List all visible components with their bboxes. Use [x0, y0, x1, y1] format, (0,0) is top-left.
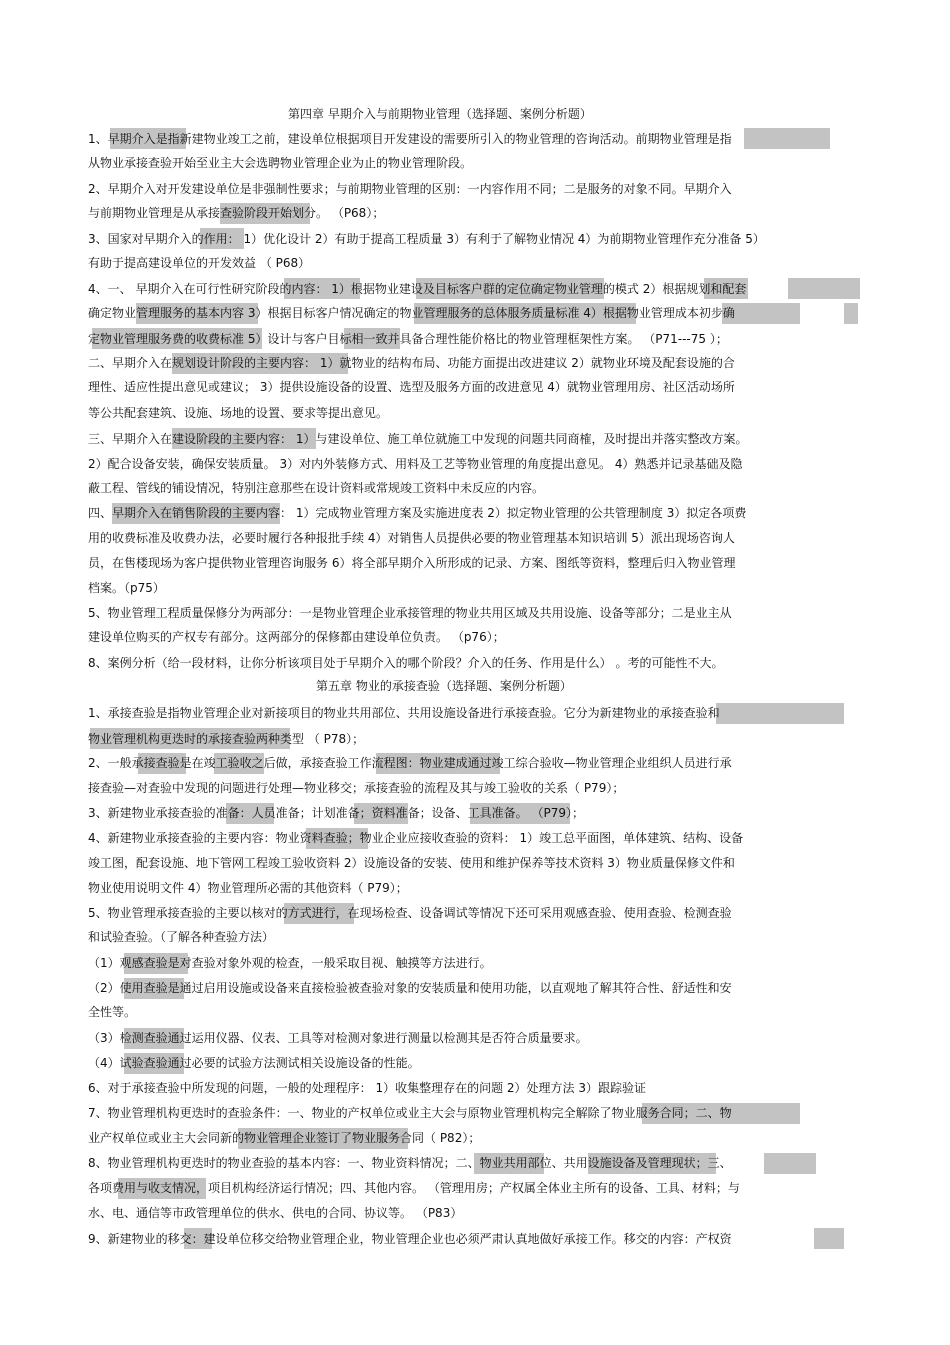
text-line: 三、早期介入在建设阶段的主要内容： 1）与建设单位、施工单位就施工中发现的问题共同商榷，及时提出并落实整改方案。 — [88, 432, 748, 446]
chapter5-title: 第五章 物业的承接查验（选择题、案例分析题） — [316, 679, 572, 693]
text-line: （3）检测查验通过运用仪器、仪表、工具等对检测对象进行测量以检测其是否符合质量要求。 — [88, 1031, 588, 1045]
text-line: 3、国家对早期介入的作用： 1）优化设计 2）有助于提高工程质量 3）有利于了解物业情况 4）为前期物业管理作充分准备 5） — [88, 232, 765, 246]
text-highlight — [788, 278, 860, 299]
text-line: 有助于提高建设单位的开发效益 （ P68） — [88, 256, 311, 270]
text-line: 等公共配套建筑、设施、场地的设置、要求等提出意见。 — [88, 406, 389, 420]
text-line: 蔽工程、管线的铺设情况，特别注意那些在设计资料或常规竣工资料中未反应的内容。 — [88, 481, 545, 495]
text-line: 档案。（p75） — [88, 581, 165, 595]
text-line: 3、新建物业承接查验的准备：人员准备；计划准备；资料准备；设备、工具准备。 （P79）； — [88, 806, 584, 820]
text-line: 与前期物业管理是从承接查验阶段开始划分。 （P68）； — [88, 206, 385, 220]
text-highlight — [716, 703, 844, 724]
text-line: 建设单位购买的产权专有部分。这两部分的保修都由建设单位负责。 （p76）； — [88, 630, 505, 644]
text-line: 1、早期介入是指新建物业竣工之前，建设单位根据项目开发建设的需要所引入的物业管理的咨询活动。前期物业管理是指 — [88, 132, 732, 146]
text-line: 物业使用说明文件 4）物业管理所必需的其他资料（ P79）； — [88, 881, 408, 895]
text-line: 二、早期介入在规划设计阶段的主要内容： 1）就物业的结构布局、功能方面提出改进建议 2）就物业环境及配套设施的合 — [88, 356, 735, 370]
text-line: 8、物业管理机构更迭时的物业查验的基本内容：一、物业资料情况；二、物业共用部位、共用设施设备及管理现状；三、 — [88, 1156, 732, 1170]
text-line: 8、案例分析（给一段材料，让你分析该项目处于早期介入的哪个阶段？介入的任务、作用是什么） 。考的可能性不大。 — [88, 656, 724, 670]
text-line: （1）观感查验是对查验对象外观的检查，一般采取目视、触摸等方法进行。 — [88, 956, 492, 970]
text-line: 竣工图，配套设施、地下管网工程竣工验收资料 2）设施设备的安装、使用和维护保养等技术资料 3）物业质量保修文件和 — [88, 856, 735, 870]
text-line: 定物业管理服务费的收费标准 5）设计与客户目标相一致并具备合理性能价格比的物业管理框架性方案。 （P71---75 ）； — [88, 332, 728, 346]
text-line: 接查验—对查验中发现的问题进行处理—物业移交；承接查验的流程及其与竣工验收的关系（ P79）； — [88, 781, 625, 795]
text-line: 6、对于承接查验中所发现的问题，一般的处理程序： 1）收集整理存在的问题 2）处理方法 3）跟踪验证 — [88, 1081, 646, 1095]
text-highlight — [844, 303, 858, 324]
text-line: 理性、适应性提出意见或建议； 3）提供设施设备的设置、选型及服务方面的改进意见 4）就物业管理用房、社区活动场所 — [88, 380, 735, 394]
text-highlight — [744, 128, 830, 149]
text-line: 四、早期介入在销售阶段的主要内容： 1）完成物业管理方案及实施进度表 2）拟定物业管理的公共管理制度 3）拟定各项费 — [88, 506, 747, 520]
text-line: 2）配合设备安装，确保安装质量。 3）对内外装修方式、用料及工艺等物业管理的角度提出意见。 4）熟悉并记录基础及隐 — [88, 457, 743, 471]
text-line: 水、电、通信等市政管理单位的供水、供电的合同、协议等。 （P83） — [88, 1206, 463, 1220]
text-line: 4、一、 早期介入在可行性研究阶段的内容： 1）根据物业建设及目标客户群的定位确定物业管理的模式 2）根据规划和配套 — [88, 282, 747, 296]
text-line: 5、物业管理承接查验的主要以核对的方式进行，在现场检查、设备调试等情况下还可采用观感查验、使用查验、检测查验 — [88, 906, 732, 920]
text-line: 各项费用与收支情况，项目机构经济运行情况；四、其他内容。 （管理用房；产权属全体业主所有的设备、工具、材料；与 — [88, 1181, 740, 1195]
text-line: 物业管理机构更迭时的承接查验两种类型 （ P78）； — [88, 732, 365, 746]
text-line: 5、物业管理工程质量保修分为两部分：一是物业管理企业承接管理的物业共用区域及共用设施、设备等部分；二是业主从 — [88, 606, 732, 620]
chapter4-title: 第四章 早期介入与前期物业管理（选择题、案例分析题） — [288, 107, 592, 121]
text-line: （2）使用查验是通过启用设施或设备来直接检验被查验对象的安装质量和使用功能，以直观地了解其符合性、舒适性和安 — [88, 981, 732, 995]
text-line: 9、新建物业的移交：建设单位移交给物业管理企业，物业管理企业也必须严肃认真地做好承接工作。移交的内容：产权资 — [88, 1232, 732, 1246]
text-line: 7、物业管理机构更迭时的查验条件：一、物业的产权单位或业主大会与原物业管理机构完全解除了物业服务合同；二、物 — [88, 1106, 732, 1120]
text-line: 从物业承接查验开始至业主大会选聘物业管理企业为止的物业管理阶段。 — [88, 156, 473, 170]
text-line: 业产权单位或业主大会同新的物业管理企业签订了物业服务合同（ P82）； — [88, 1131, 481, 1145]
text-line: 2、早期介入对开发建设单位是非强制性要求；与前期物业管理的区别：一内容作用不同；二是服务的对象不同。早期介入 — [88, 182, 732, 196]
text-line: 确定物业管理服务的基本内容 3）根据目标客户情况确定的物业管理服务的总体服务质量标准 4）根据物业管理成本初步确 — [88, 306, 735, 320]
text-highlight — [764, 1153, 816, 1174]
text-line: 和试验查验。（了解各种查验方法） — [88, 930, 275, 944]
text-line: 员，在售楼现场为客户提供物业管理咨询服务 6）将全部早期介入所形成的记录、方案、图纸等资料，整理后归入物业管理 — [88, 556, 736, 570]
text-line: 2、一般承接查验是在竣工验收之后做，承接查验工作流程图：物业建成通过竣工综合验收—物业管理企业组织人员进行承 — [88, 756, 732, 770]
text-line: 1、承接查验是指物业管理企业对新接项目的物业共用部位、共用设施设备进行承接查验。它分为新建物业的承接查验和 — [88, 706, 720, 720]
text-line: 用的收费标准及收费办法，必要时履行各种报批手续 4）对销售人员提供必要的物业管理基本知识培训 5）派出现场咨询人 — [88, 531, 735, 545]
text-line: （4）试验查验通过必要的试验方法测试相关设施设备的性能。 — [88, 1056, 420, 1070]
text-highlight — [814, 1228, 844, 1249]
text-line: 全性等。 — [88, 1005, 137, 1019]
text-line: 4、新建物业承接查验的主要内容：物业资料查验；物业企业应接收查验的资料： 1）竣工总平面图，单体建筑、结构、设备 — [88, 831, 744, 845]
